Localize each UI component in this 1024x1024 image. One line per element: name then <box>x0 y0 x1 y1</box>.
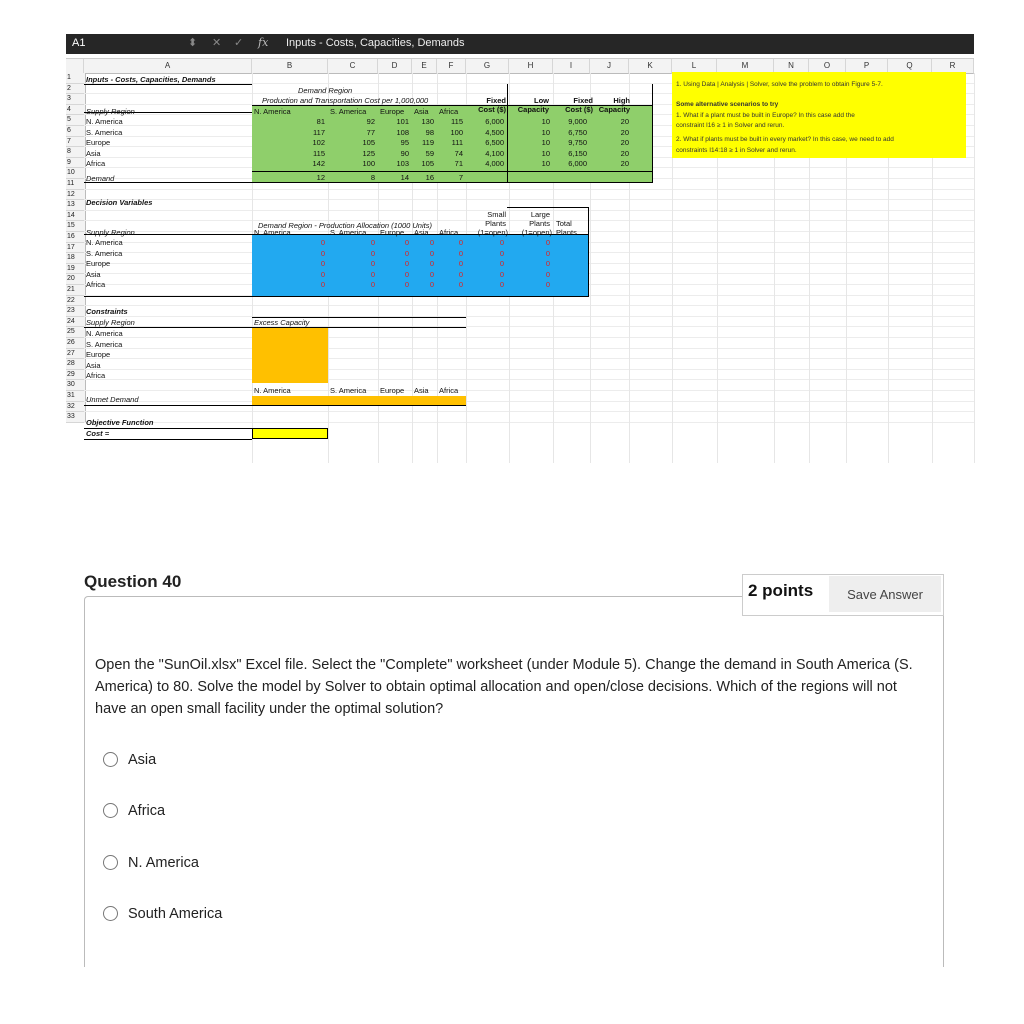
allocation-cell[interactable]: 0 <box>429 269 434 279</box>
region-label: Africa <box>86 159 106 169</box>
function-icon[interactable]: fx <box>258 36 269 49</box>
note-heading: Some alternative scenarios to try <box>676 101 779 108</box>
row-header-20[interactable]: 20 <box>66 274 86 285</box>
confirm-icon[interactable]: ✓ <box>234 37 244 49</box>
cost-cell[interactable]: 115 <box>451 117 463 126</box>
cost-cell[interactable]: 4,500 <box>485 127 504 137</box>
demand-cell[interactable]: 8 <box>370 173 375 182</box>
radio-icon[interactable] <box>103 752 118 767</box>
total-plants-header-1: Total <box>556 219 572 228</box>
row-header-18[interactable]: 18 <box>66 253 86 264</box>
cost-cell[interactable]: 20 <box>620 138 629 148</box>
gridline <box>84 305 974 306</box>
row-header-22[interactable]: 22 <box>66 296 86 307</box>
row-header-1[interactable]: 1 <box>66 73 86 84</box>
cost-cell[interactable]: 125 <box>362 148 375 158</box>
formula-content[interactable]: Inputs - Costs, Capacities, Demands <box>286 37 465 49</box>
note-line-4: 2. What if plants must be built in every market? In this case, we need to add <box>676 136 894 143</box>
fixed-cost-header-1: Fixed <box>486 96 506 105</box>
row-header-12[interactable]: 12 <box>66 190 86 201</box>
allocation-cell[interactable]: 0 <box>458 269 463 279</box>
high-capacity-header-2: Capacity <box>598 105 630 114</box>
cost-cell[interactable]: 108 <box>396 127 409 137</box>
market-header: Africa <box>439 107 459 116</box>
cost-cell[interactable]: 6,150 <box>568 148 587 158</box>
region-label: Africa <box>86 371 106 381</box>
points-label: 2 points <box>748 581 814 600</box>
row-header-19[interactable]: 19 <box>66 264 86 275</box>
allocation-cell[interactable]: 0 <box>320 248 325 258</box>
region-label: N. America <box>86 117 123 126</box>
allocation-cell[interactable]: 0 <box>370 280 375 290</box>
cost-cell[interactable]: 142 <box>312 159 325 169</box>
region-label: S. America <box>86 248 123 258</box>
gridline <box>84 337 974 338</box>
option-label: N. America <box>128 855 199 871</box>
column-header-m[interactable]: M <box>717 59 774 74</box>
gridline <box>84 189 974 190</box>
cost-cell[interactable]: 102 <box>312 138 325 148</box>
radio-icon[interactable] <box>103 906 118 921</box>
allocation-cell[interactable]: 0 <box>429 280 434 290</box>
allocation-cell[interactable]: 0 <box>545 248 550 258</box>
allocation-cell[interactable]: 0 <box>320 259 325 269</box>
region-label: Asia <box>86 269 101 279</box>
allocation-cell[interactable]: 0 <box>545 238 550 247</box>
gridline <box>84 401 974 402</box>
row-header-17[interactable]: 17 <box>66 243 86 254</box>
cost-cell[interactable]: 100 <box>362 159 375 169</box>
option-africa[interactable] <box>103 803 165 819</box>
row-header-26[interactable]: 26 <box>66 338 86 349</box>
region-label: Europe <box>86 350 111 360</box>
market-header: N. America <box>254 107 291 116</box>
cost-cell[interactable]: 6,000 <box>485 117 504 126</box>
demand-cell[interactable]: 14 <box>400 173 409 182</box>
question-title: Question 40 <box>84 572 182 591</box>
market-header: S. America <box>330 228 367 237</box>
stepper-icon[interactable]: ⬍ <box>188 37 198 49</box>
fixed-cost-header-2: Cost ($) <box>478 105 506 114</box>
market-header: N. America <box>254 386 291 395</box>
column-header-i[interactable]: I <box>553 59 590 74</box>
row-header-10[interactable]: 10 <box>66 168 86 179</box>
market-header: Asia <box>414 386 429 395</box>
high-capacity-header-1: High <box>613 96 630 105</box>
gridline <box>84 411 974 412</box>
allocation-cell[interactable]: 0 <box>458 248 463 258</box>
row-header-28[interactable]: 28 <box>66 359 86 370</box>
small-plants-header-2: Plants <box>485 219 506 228</box>
cost-cell[interactable]: 20 <box>620 148 629 158</box>
decision-variables-label: Decision Variables <box>86 198 153 207</box>
column-header-a[interactable]: A <box>84 59 252 74</box>
allocation-label: Demand Region - Production Allocation (1000 Units) <box>258 221 432 230</box>
row-header-9[interactable]: 9 <box>66 158 86 169</box>
cost-cell[interactable]: 90 <box>400 148 409 158</box>
cost-cell[interactable]: 6,500 <box>485 138 504 148</box>
cost-output-cell[interactable] <box>252 428 328 439</box>
formula-bar <box>66 34 974 54</box>
unmet-demand-label: Unmet Demand <box>86 395 139 404</box>
allocation-cell[interactable]: 0 <box>370 259 375 269</box>
cost-cell[interactable]: 119 <box>422 138 434 148</box>
cost-cell[interactable]: 77 <box>366 127 375 137</box>
allocation-cell[interactable]: 0 <box>404 259 409 269</box>
cost-cell[interactable]: 20 <box>620 117 629 126</box>
gridline <box>84 422 974 423</box>
cost-cell[interactable]: 20 <box>620 159 629 169</box>
cost-cell[interactable]: 20 <box>620 127 629 137</box>
column-header-o[interactable]: O <box>809 59 846 74</box>
large-plants-header-3: (1=open) <box>521 228 552 237</box>
select-all-corner[interactable] <box>66 59 84 74</box>
region-label: Asia <box>86 148 101 158</box>
cost-cell[interactable]: 95 <box>400 138 409 148</box>
cost-cell[interactable]: 117 <box>313 127 325 137</box>
allocation-cell[interactable]: 0 <box>404 269 409 279</box>
total-plants-header-2: Plants <box>556 228 577 237</box>
cost-cell[interactable]: 130 <box>421 117 434 126</box>
gridline <box>84 348 974 349</box>
gridline <box>84 379 974 380</box>
high-fixed-header-2: Cost ($) <box>565 105 593 114</box>
cost-cell[interactable]: 6,750 <box>568 127 587 137</box>
column-header-b[interactable]: B <box>252 59 328 74</box>
excess-capacity-label: Excess Capacity <box>254 318 310 327</box>
cost-cell[interactable]: 6,000 <box>568 159 587 169</box>
row-header-23[interactable]: 23 <box>66 306 86 317</box>
market-header: Africa <box>439 386 459 395</box>
cost-cell[interactable]: 10 <box>541 159 550 169</box>
question-text: Open the "SunOil.xlsx" Excel file. Select the "Complete" worksheet (under Module 5). Change the demand in South America (S. America) to 80. Solve the model by Solver to obtain optimal allocation and open/close decisions. Which of the regions will not have an open small facility under the optimal solution? <box>95 657 913 717</box>
region-label: S. America <box>86 127 123 137</box>
row-header-21[interactable]: 21 <box>66 285 86 296</box>
market-header: S. America <box>330 107 367 116</box>
cost-cell[interactable]: 81 <box>316 117 325 126</box>
small-plants-header-3: (1=open) <box>477 228 508 237</box>
market-header: S. America <box>330 386 367 395</box>
column-header-d[interactable]: D <box>378 59 412 74</box>
allocation-cell[interactable]: 0 <box>458 238 463 247</box>
gridline <box>84 199 974 200</box>
supply-region-label: Supply Region <box>86 107 135 116</box>
cost-cell[interactable]: 103 <box>396 159 409 169</box>
column-header-h[interactable]: H <box>509 59 553 74</box>
cost-cell[interactable]: 4,100 <box>485 148 504 158</box>
note-line-3: constraint I16 ≥ 1 in Solver and rerun. <box>676 122 785 129</box>
row-header-13[interactable]: 13 <box>66 200 86 211</box>
allocation-cell[interactable]: 0 <box>545 280 550 290</box>
allocation-cell[interactable]: 0 <box>320 280 325 290</box>
allocation-cell[interactable]: 0 <box>320 238 325 247</box>
column-header-f[interactable]: F <box>437 59 466 74</box>
region-label: S. America <box>86 339 123 349</box>
cost-cell[interactable]: 111 <box>451 138 463 148</box>
cost-cell[interactable]: 115 <box>313 148 325 158</box>
cost-cell[interactable]: 101 <box>396 117 409 126</box>
row-header-11[interactable]: 11 <box>66 179 86 190</box>
allocation-cell[interactable]: 0 <box>499 248 504 258</box>
gridline <box>84 316 974 317</box>
allocation-cell[interactable]: 0 <box>458 259 463 269</box>
column-header-n[interactable]: N <box>774 59 809 74</box>
allocation-cell[interactable]: 0 <box>499 269 504 279</box>
market-header: N. America <box>254 228 291 237</box>
column-header-l[interactable]: L <box>672 59 717 74</box>
save-answer-button[interactable]: Save Answer <box>829 576 941 612</box>
row-header-6[interactable]: 6 <box>66 126 86 137</box>
high-fixed-header-1: Fixed <box>573 96 593 105</box>
radio-icon[interactable] <box>103 803 118 818</box>
option-south-america[interactable] <box>103 906 222 922</box>
column-header-e[interactable]: E <box>412 59 437 74</box>
row-header-2[interactable]: 2 <box>66 84 86 95</box>
allocation-cell[interactable]: 0 <box>370 248 375 258</box>
gridline <box>84 358 974 359</box>
gridline <box>84 369 974 370</box>
option-n-america[interactable] <box>103 855 199 871</box>
region-label: Asia <box>86 360 101 370</box>
small-plants-header-1: Small <box>487 210 506 219</box>
cost-cell[interactable]: 105 <box>362 138 375 148</box>
row-header-5[interactable]: 5 <box>66 115 86 126</box>
allocation-cell[interactable]: 0 <box>370 238 375 247</box>
region-label: Africa <box>86 280 106 290</box>
cost-cell[interactable]: 92 <box>366 117 375 126</box>
allocation-cell[interactable]: 0 <box>499 259 504 269</box>
column-header-j[interactable]: J <box>590 59 629 74</box>
row-header-29[interactable]: 29 <box>66 370 86 381</box>
column-header-k[interactable]: K <box>629 59 672 74</box>
row-header-16[interactable]: 16 <box>66 232 86 243</box>
column-header-p[interactable]: P <box>846 59 888 74</box>
note-line-5: constraints I14:18 ≥ 1 in Solver and rerun. <box>676 147 797 154</box>
cost-cell[interactable]: 9,000 <box>568 117 587 126</box>
market-header: Europe <box>380 107 405 116</box>
cost-cell[interactable]: 9,750 <box>568 138 587 148</box>
column-header-q[interactable]: Q <box>888 59 932 74</box>
row-header-25[interactable]: 25 <box>66 327 86 338</box>
region-label: N. America <box>86 329 123 338</box>
row-header-30[interactable]: 30 <box>66 380 86 391</box>
column-header-g[interactable]: G <box>466 59 509 74</box>
option-label: Africa <box>128 803 166 819</box>
sheet-title-cell[interactable]: Inputs - Costs, Capacities, Demands <box>86 75 216 84</box>
supply-region-label-3: Supply Region <box>86 318 135 327</box>
name-box[interactable]: A1 <box>72 37 86 49</box>
demand-region-label: Demand Region <box>298 86 353 95</box>
allocation-cell[interactable]: 0 <box>545 269 550 279</box>
demand-cell[interactable]: 12 <box>316 173 325 182</box>
row-header-14[interactable]: 14 <box>66 211 86 222</box>
row-header-31[interactable]: 31 <box>66 391 86 402</box>
low-capacity-header-1: Low <box>534 96 549 105</box>
cost-cell[interactable]: 74 <box>454 148 463 158</box>
row-header-32[interactable]: 32 <box>66 402 86 413</box>
cost-cell[interactable]: 59 <box>425 148 434 158</box>
spreadsheet-grid[interactable] <box>66 58 974 463</box>
allocation-cell[interactable]: 0 <box>320 269 325 279</box>
market-header: Europe <box>380 228 405 237</box>
points-box <box>742 574 944 616</box>
objective-function-label: Objective Function <box>86 418 154 427</box>
region-label: N. America <box>86 238 123 247</box>
row-header-7[interactable]: 7 <box>66 137 86 148</box>
row-header-24[interactable]: 24 <box>66 317 86 328</box>
demand-label: Demand <box>86 174 115 183</box>
low-capacity-header-2: Capacity <box>517 105 549 114</box>
row-header-15[interactable]: 15 <box>66 221 86 232</box>
unmet-demand-area <box>252 396 466 405</box>
region-label: Europe <box>86 138 111 148</box>
cost-cell[interactable]: 4,000 <box>485 159 504 169</box>
cost-cell[interactable]: 10 <box>541 127 550 137</box>
large-plants-header-2: Plants <box>529 219 550 228</box>
cost-cell[interactable]: 10 <box>541 138 550 148</box>
row-header-4[interactable]: 4 <box>66 105 86 116</box>
row-header-3[interactable]: 3 <box>66 94 86 105</box>
column-header-c[interactable]: C <box>328 59 378 74</box>
note-line-2: 1. What if a plant must be built in Europe? In this case add the <box>676 112 855 119</box>
allocation-cell[interactable]: 0 <box>404 280 409 290</box>
constraints-label: Constraints <box>86 307 128 316</box>
column-header-r[interactable]: R <box>932 59 974 74</box>
supply-region-label-2: Supply Region <box>86 228 135 237</box>
radio-icon[interactable] <box>103 855 118 870</box>
allocation-cell[interactable]: 0 <box>404 248 409 258</box>
allocation-cell[interactable]: 0 <box>499 280 504 290</box>
option-label: South America <box>128 906 223 922</box>
allocation-cell[interactable]: 0 <box>429 248 434 258</box>
cost-cell[interactable]: 100 <box>450 127 463 137</box>
note-line-1: 1. Using Data | Analysis | Solver, solve the problem to obtain Figure 5-7. <box>676 81 883 88</box>
excess-capacity-area <box>252 328 328 383</box>
large-plants-header-1: Large <box>530 210 550 219</box>
allocation-cell[interactable]: 0 <box>370 269 375 279</box>
option-label: Asia <box>128 752 157 768</box>
cost-cell[interactable]: 10 <box>541 117 550 126</box>
option-asia[interactable] <box>103 752 156 768</box>
market-header: Africa <box>439 228 459 237</box>
allocation-cell[interactable]: 0 <box>458 280 463 290</box>
allocation-cell[interactable]: 0 <box>404 238 409 247</box>
allocation-cell[interactable]: 0 <box>429 259 434 269</box>
cost-cell[interactable]: 98 <box>425 127 434 137</box>
cost-label: Cost = <box>86 429 110 438</box>
demand-cell[interactable]: 7 <box>458 173 463 182</box>
market-header: Asia <box>414 228 429 237</box>
gridline <box>974 73 975 463</box>
market-header: Europe <box>380 386 405 395</box>
gridline <box>84 390 974 391</box>
cost-cell[interactable]: 71 <box>454 159 463 169</box>
cancel-icon[interactable]: ✕ <box>212 37 222 49</box>
allocation-cell[interactable]: 0 <box>429 238 434 247</box>
row-header-33[interactable]: 33 <box>66 412 86 423</box>
row-header-8[interactable]: 8 <box>66 147 86 158</box>
region-label: Europe <box>86 259 111 269</box>
allocation-cell[interactable]: 0 <box>499 238 504 247</box>
allocation-cell[interactable]: 0 <box>545 259 550 269</box>
cost-cell[interactable]: 105 <box>421 159 434 169</box>
market-header: Asia <box>414 107 429 116</box>
demand-cell[interactable]: 16 <box>425 173 434 182</box>
row-header-27[interactable]: 27 <box>66 349 86 360</box>
production-cost-label: Production and Transportation Cost per 1,000,000 <box>262 96 429 105</box>
cost-cell[interactable]: 10 <box>541 148 550 158</box>
